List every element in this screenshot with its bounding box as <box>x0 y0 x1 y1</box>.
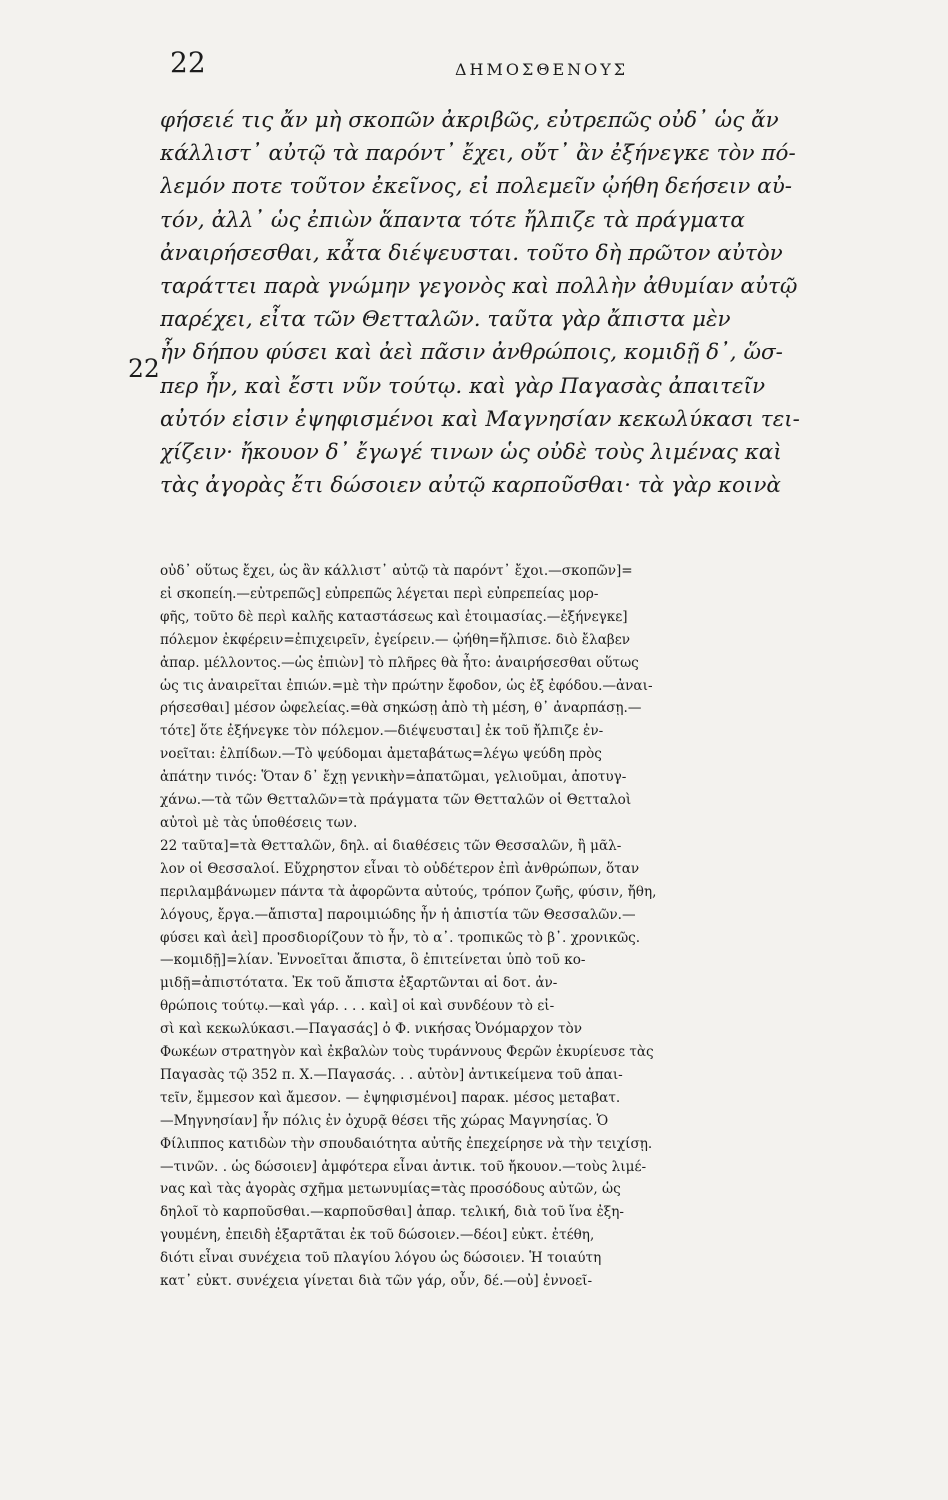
note-line: λόγους, ἔργα.—ἄπιστα] παροιμιώδης ἦν ἡ ἀπιστία τῶν Θεσσαλῶν.— <box>160 906 636 923</box>
text-line: ἦν δήπου φύσει καὶ ἀεὶ πᾶσιν ἀνθρώποις, κομιδῇ δ᾽, ὥσ- <box>160 340 783 366</box>
note-line: χάνω.—τὰ τῶν Θετταλῶν=τὰ πράγματα τῶν Θετταλῶν οἱ Θετταλοὶ <box>160 792 632 809</box>
note-line: εἰ σκοπείη.—εὐτρεπῶς] εὐπρεπῶς λέγεται περὶ εὐπρεπείας μορ- <box>160 585 599 602</box>
note-line: ἀπάτην τινός: Ὅταν δ᾽ ἔχῃ γενικὴν=ἀπατῶμαι, γελιοῦμαι, ἀποτυγ- <box>160 769 627 786</box>
text-line: τὰς ἀγορὰς ἔτι δώσοιεν αὐτῷ καρποῦσθαι· τὰ γὰρ κοινὰ <box>160 473 781 499</box>
note-line: γουμένη, ἐπειδὴ ἐξαρτᾶται ἐκ τοῦ δώσοιεν.—δέοι] εὐκτ. ἐτέθη, <box>160 1227 595 1244</box>
commentary-notes <box>160 560 905 1293</box>
note-line: νας καὶ τὰς ἀγορὰς σχῆμα μετωνυμίας=τὰς προσόδους αὐτῶν, ὡς <box>160 1181 621 1198</box>
text-line: χίζειν· ἤκουον δ᾽ ἔγωγέ τινων ὡς οὐδὲ τοὺς λιμένας καὶ <box>160 440 782 466</box>
text-line: ἀναιρήσεσθαι, κἆτα διέψευσται. τοῦτο δὴ πρῶτον αὐτὸν <box>160 240 783 266</box>
text-line: τόν, ἀλλ᾽ ὡς ἐπιὼν ἅπαντα τότε ἤλπιζε τὰ πράγματα <box>160 207 745 233</box>
text-line: φήσειέ τις ἄν μὴ σκοπῶν ἀκριβῶς, εὐτρεπῶς οὐδ᾽ ὡς ἄν <box>160 108 779 133</box>
note-line: φῆς, τοῦτο δὲ περὶ καλῆς καταστάσεως καὶ ἑτοιμασίας.—ἐξήνεγκε] <box>160 608 628 625</box>
note-line: Φίλιππος κατιδὼν τὴν σπουδαιότητα αὐτῆς ἐπεχείρησε νὰ τὴν τειχίσῃ. <box>160 1135 653 1152</box>
text-line: ταράττει παρὰ γνώμην γεγονὸς καὶ πολλὴν ἀθυμίαν αὐτῷ <box>160 274 798 300</box>
note-line: σὶ καὶ κεκωλύκασι.—Παγασάς] ὁ Φ. νικήσας Ὀνόμαρχον τὸν <box>160 1021 582 1038</box>
note-line: κατ᾽ εὐκτ. συνέχεια γίνεται διὰ τῶν γάρ, οὖν, δέ.—οὐ] ἐννοεῖ- <box>160 1273 593 1290</box>
note-line: αὐτοὶ μὲ τὰς ὑποθέσεις των. <box>160 814 358 831</box>
note-line: λον οἱ Θεσσαλοί. Εὔχρηστον εἶναι τὸ οὐδέτερον ἐπὶ ἀνθρώπων, ὅταν <box>160 860 640 877</box>
note-line: δηλοῖ τὸ καρποῦσθαι.—καρποῦσθαι] ἀπαρ. τελική, διὰ τοῦ ἵνα ἐξη- <box>160 1204 625 1221</box>
text-line: λεμόν ποτε τοῦτον ἐκεῖνος, εἰ πολεμεῖν ᾠήθη δεήσειν αὐ- <box>160 174 793 200</box>
note-line: πόλεμον ἐκφέρειν=ἐπιχειρεῖν, ἐγείρειν.— ᾠήθη=ἤλπισε. διὸ ἔλαβεν <box>160 631 631 648</box>
note-line: —κομιδῇ]=λίαν. Ἐννοεῖται ἄπιστα, ὃ ἐπιτείνεται ὑπὸ τοῦ κο- <box>160 952 586 969</box>
running-title: ΔΗΜΟΣΘΕΝΟΥΣ <box>455 60 629 79</box>
note-line: τότε] ὅτε ἐξήνεγκε τὸν πόλεμον.—διέψευσται] ἐκ τοῦ ἤλπιζε ἐν- <box>160 723 604 740</box>
note-line: ρήσεσθαι] μέσον ὠφελείας.=θὰ σηκώσῃ ἀπὸ τὴ μέση, θ᾽ ἀναρπάσῃ.— <box>160 700 642 717</box>
text-line: αὐτόν εἰσιν ἐψηφισμένοι καὶ Μαγνησίαν κεκωλύκασι τει- <box>160 406 800 432</box>
page-number: 22 <box>170 46 206 79</box>
note-line: οὐδ᾽ οὕτως ἔχει, ὡς ἂν κάλλιστ᾽ αὐτῷ τὰ παρόντ᾽ ἔχοι.—σκοπῶν]= <box>160 563 633 579</box>
main-text <box>160 104 908 502</box>
note-line: Φωκέων στρατηγὸν καὶ ἐκβαλὼν τοὺς τυράννους Φερῶν ἐκυρίευσε τὰς <box>160 1044 654 1061</box>
note-line: 22 ταῦτα]=τὰ Θετταλῶν, δηλ. αἱ διαθέσεις τῶν Θεσσαλῶν, ἢ μᾶλ- <box>160 837 622 854</box>
note-line: —Μηγνησίαν] ἦν πόλις ἐν ὀχυρᾷ θέσει τῆς χώρας Μαγνησίας. Ὁ <box>160 1112 609 1129</box>
note-line: ἀπαρ. μέλλοντος.—ὡς ἐπιὼν] τὸ πλῆρες θὰ ἦτο: ἀναιρήσεσθαι οὕτως <box>160 654 639 671</box>
note-line: περιλαμβάνωμεν πάντα τὰ ἀφορῶντα αὐτούς, τρόπον ζωῆς, φύσιν, ἤθη, <box>160 883 657 900</box>
text-line: περ ἦν, καὶ ἔστι νῦν τούτῳ. καὶ γὰρ Παγασὰς ἀπαιτεῖν <box>160 373 766 399</box>
text-line: παρέχει, εἶτα τῶν Θετταλῶν. ταῦτα γὰρ ἄπιστα μὲν <box>160 307 731 333</box>
section-number: 22 <box>128 354 160 383</box>
note-line: —τινῶν. . ὡς δώσοιεν] ἀμφότερα εἶναι ἀντικ. τοῦ ἤκουον.—τοὺς λιμέ- <box>160 1158 647 1175</box>
note-line: διότι εἶναι συνέχεια τοῦ πλαγίου λόγου ὡς δώσοιεν. Ἡ τοιαύτη <box>160 1250 602 1267</box>
note-line: ὡς τις ἀναιρεῖται ἐπιών.=μὲ τὴν πρώτην ἔφοδον, ὡς ἐξ ἐφόδου.—ἀναι- <box>160 677 653 694</box>
text-line: κάλλιστ᾽ αὐτῷ τὰ παρόντ᾽ ἔχει, οὔτ᾽ ἂν ἐξήνεγκε τὸν πό- <box>160 141 796 167</box>
note-line: Παγασὰς τῷ 352 π. Χ.—Παγασάς. . . αὐτὸν] ἀντικείμενα τοῦ ἀπαι- <box>160 1066 623 1083</box>
note-line: νοεῖται: ἐλπίδων.—Τὸ ψεύδομαι ἀμεταβάτως=λέγω ψεύδη πρὸς <box>160 746 602 763</box>
note-line: θρώποις τούτῳ.—καὶ γάρ. . . . καὶ] οἱ καὶ συνδέουν τὸ εἰ- <box>160 998 555 1015</box>
note-line: μιδῇ=ἀπιστότατα. Ἐκ τοῦ ἄπιστα ἐξαρτῶνται αἱ δοτ. ἀν- <box>160 975 558 992</box>
note-line: φύσει καὶ ἀεὶ] προσδιορίζουν τὸ ἦν, τὸ α᾽. τροπικῶς τὸ β᾽. χρονικῶς. <box>160 929 641 946</box>
note-line: τεῖν, ἔμμεσον καὶ ἄμεσον. — ἐψηφισμένοι] παρακ. μέσος μεταβατ. <box>160 1089 621 1106</box>
